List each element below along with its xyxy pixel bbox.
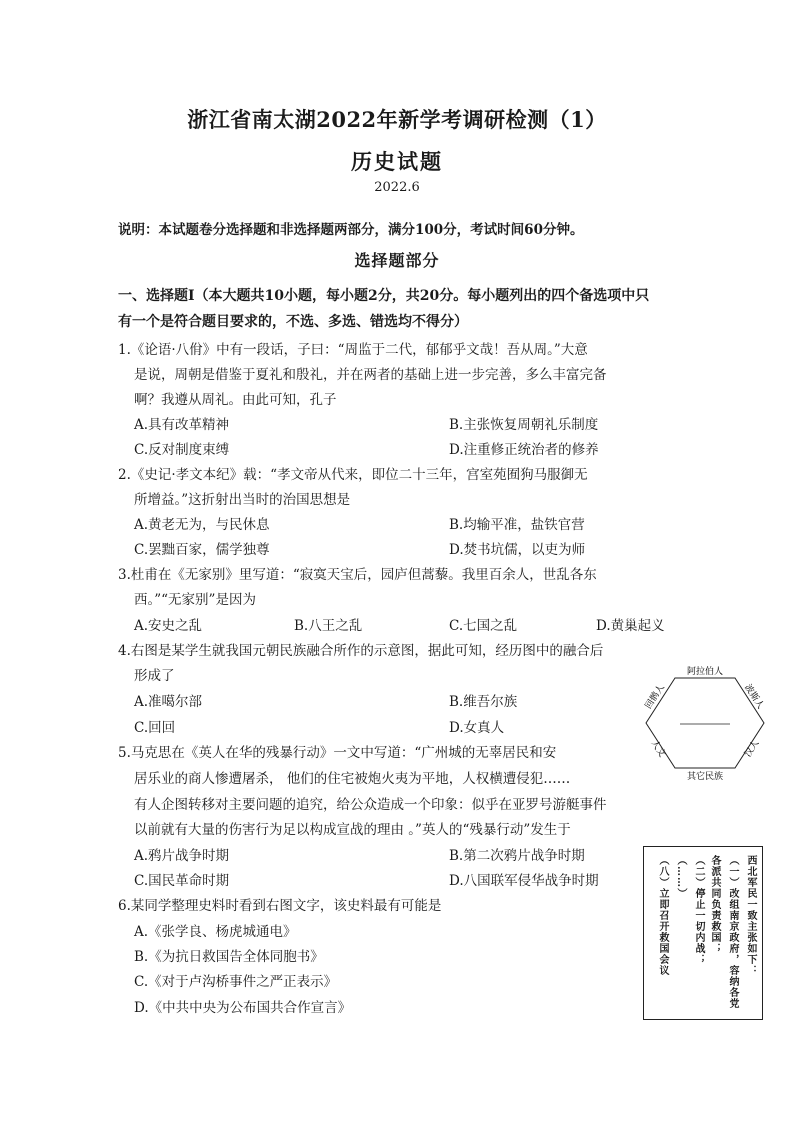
doc-column-1: 西北军民一致主张如下： <box>745 855 756 976</box>
doc-column-4: （二）停止一切内战； <box>693 855 704 965</box>
q2-option-a: A.黄老无为，与民休息 <box>134 517 270 533</box>
exam-subject: 历史试题 <box>351 149 443 174</box>
q6-option-d: D.《中共中央为公布国共合作宣言》 <box>134 1000 352 1016</box>
q3-option-d: D.黄巢起义 <box>596 618 665 634</box>
doc-column-5: （……） <box>675 855 686 899</box>
q1-option-d: D.注重修正统治者的修养 <box>449 442 599 458</box>
q1-stem-line3: 啊？我遵从周礼。由此可知，孔子 <box>134 392 337 408</box>
q6-option-b: B.《为抗日救国告全体同胞书》 <box>134 949 324 965</box>
q1-stem-line1: 1.《论语·八佾》中有一段话，子曰：“周监于二代，郁郁乎文哉！吾从周。”大意 <box>118 342 588 358</box>
exam-title: 浙江省南太湖2022年新学考调研检测（1） <box>187 107 607 132</box>
doc-column-6: （八）立即召开救国会议 <box>657 855 668 976</box>
q5-option-a: A.鸦片战争时期 <box>134 848 230 864</box>
exam-date: 2022.6 <box>374 180 420 195</box>
q5-option-d: D.八国联军侵华战争时期 <box>449 873 599 889</box>
label-top-left: 回鹘人 <box>643 682 667 711</box>
q5-option-c: C.国民革命时期 <box>134 873 230 889</box>
part1-heading-line2: 有一个是符合题目要求的，不选、多选、错选均不得分） <box>118 314 468 330</box>
q3-stem-line2: 西。”“无家别”是因为 <box>134 592 256 608</box>
q4-option-b: B.维吾尔族 <box>449 694 518 710</box>
q3-option-b: B.八王之乱 <box>294 618 363 634</box>
section-heading: 选择题部分 <box>354 251 440 270</box>
q1-option-b: B.主张恢复周朝礼乐制度 <box>449 417 599 433</box>
historical-document-excerpt <box>643 846 763 1020</box>
q4-option-d: D.女真人 <box>449 720 505 736</box>
label-bottom: 其它民族 <box>686 772 724 782</box>
q4-option-a: A.准噶尔部 <box>134 694 203 710</box>
q1-option-a: A.具有改革精神 <box>134 417 230 433</box>
q6-option-c: C.《对于卢沟桥事件之严正表示》 <box>134 974 338 990</box>
ethnic-fusion-diagram <box>640 664 770 782</box>
q5-stem-line4: 以前就有大量的伤害行为足以构成宣战的理由 。”英人的“残暴行动”发生于 <box>134 822 571 838</box>
part1-heading-line1: 一、选择题Ⅰ（本大题共10小题，每小题2分，共20分。每小题列出的四个备选项中只 <box>118 288 650 304</box>
q2-stem-line2: 所增益。”这折射出当时的治国思想是 <box>134 492 351 508</box>
q2-option-b: B.均输平准，盐铁官营 <box>449 517 585 533</box>
q5-stem-line2: 居乐业的商人惨遭屠杀， 他们的住宅被炮火夷为平地，人权横遭侵犯…… <box>134 771 571 787</box>
q3-option-a: A.安史之乱 <box>134 618 203 634</box>
q5-stem-line3: 有人企图转移对主要问题的追究，给公众造成一个印象：似乎在亚罗号游艇事件 <box>134 797 607 813</box>
q4-option-c: C.回回 <box>134 720 176 736</box>
doc-column-2: （一）改组南京政府，容纳各党 <box>727 855 738 1009</box>
doc-column-3: 各派共同负责救国； <box>709 855 720 954</box>
q1-stem-line2: 是说，周朝是借鉴于夏礼和殷礼，并在两者的基础上进一步完善，多么丰富完备 <box>134 367 607 383</box>
q5-stem-line1: 5.马克思在《英人在华的残暴行动》一文中写道：“广州城的无辜居民和安 <box>118 745 557 761</box>
q1-option-c: C.反对制度束缚 <box>134 442 230 458</box>
hexagon-shape <box>640 664 770 782</box>
label-bottom-left: 人文 <box>648 738 667 760</box>
q3-stem-line1: 3.杜甫在《无家别》里写道：“寂寞天宝后，园庐但蒿藜。我里百余人，世乱各东 <box>118 567 597 583</box>
q5-option-b: B.第二次鸦片战争时期 <box>449 848 585 864</box>
q2-stem-line1: 2.《史记·孝文本纪》载：“孝文帝从代来，即位二十三年，宫室苑囿狗马服御无 <box>118 467 588 483</box>
q4-stem-line2: 形成了 <box>134 668 175 684</box>
q6-option-a: A.《张学良、杨虎城通电》 <box>134 924 297 940</box>
q2-option-c: C.罢黜百家，儒学独尊 <box>134 542 270 558</box>
label-right: 汉人 <box>743 738 762 760</box>
q3-option-c: C.七国之乱 <box>449 618 518 634</box>
q2-option-d: D.焚书坑儒，以吏为师 <box>449 542 586 558</box>
label-top-right: 波斯人 <box>742 682 766 711</box>
label-top: 阿拉伯人 <box>686 667 724 677</box>
exam-instructions: 说明：本试题卷分选择题和非选择题两部分，满分100分，考试时间60分钟。 <box>118 222 584 238</box>
q4-stem-line1: 4.右图是某学生就我国元朝民族融合所作的示意图，据此可知，经历图中的融合后 <box>118 643 604 659</box>
q6-stem-line1: 6.某同学整理史料时看到右图文字，该史料最有可能是 <box>118 898 442 914</box>
